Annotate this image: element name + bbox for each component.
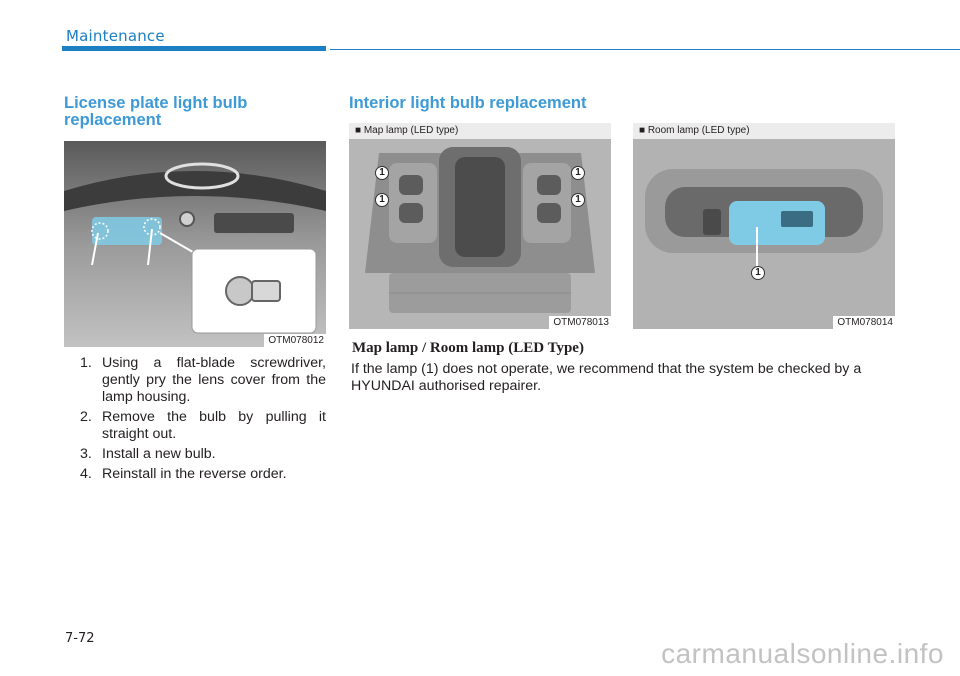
- step-text: Using a flat-blade screwdriver, gently pry the lens cover from the lamp housing.: [102, 355, 326, 405]
- license-steps: [82, 355, 326, 486]
- map-lamp-figure-code: OTM078013: [549, 316, 611, 329]
- page-number: 7-72: [65, 631, 95, 646]
- step-item: [82, 466, 326, 483]
- interior-body: If the lamp (1) does not operate, we recommend that the system be checked by a HYUNDAI authorised repairer.: [351, 361, 862, 394]
- header-rule-thick: [62, 46, 326, 51]
- map-callout: 1: [571, 166, 585, 180]
- watermark: carmanualsonline.info: [661, 638, 944, 669]
- step-text: Remove the bulb by pulling it straight out.: [102, 409, 326, 442]
- step-number: 3.: [80, 446, 92, 462]
- map-lamp-caption: ■ Map lamp (LED type): [349, 123, 611, 139]
- map-callout: 1: [375, 166, 389, 180]
- header-rule-thin: [330, 49, 960, 50]
- license-figure: [64, 141, 326, 347]
- room-lamp-figure-code: OTM078014: [833, 316, 895, 329]
- license-figure-code: OTM078012: [264, 334, 326, 347]
- step-text: Reinstall in the reverse order.: [102, 466, 287, 482]
- map-callout: 1: [571, 193, 585, 207]
- license-heading: License plate light bulb replacement: [64, 94, 248, 129]
- section-header: Maintenance: [66, 27, 165, 45]
- step-item: [82, 409, 326, 443]
- step-number: 2.: [80, 409, 92, 425]
- room-callout: 1: [751, 266, 765, 280]
- step-item: [82, 355, 326, 406]
- room-lamp-figure: [633, 123, 895, 329]
- step-number: 4.: [80, 466, 92, 482]
- step-text: Install a new bulb.: [102, 446, 216, 462]
- interior-subheading: Map lamp / Room lamp (LED Type): [352, 340, 584, 356]
- license-illustration: [64, 141, 326, 347]
- step-number: 1.: [80, 355, 92, 371]
- map-lamp-figure: [349, 123, 611, 329]
- map-lamp-illustration: [349, 123, 611, 329]
- room-lamp-illustration: [633, 123, 895, 329]
- map-callout: 1: [375, 193, 389, 207]
- step-item: [82, 446, 326, 463]
- interior-heading: Interior light bulb replacement: [349, 94, 587, 112]
- room-lamp-caption: ■ Room lamp (LED type): [633, 123, 895, 139]
